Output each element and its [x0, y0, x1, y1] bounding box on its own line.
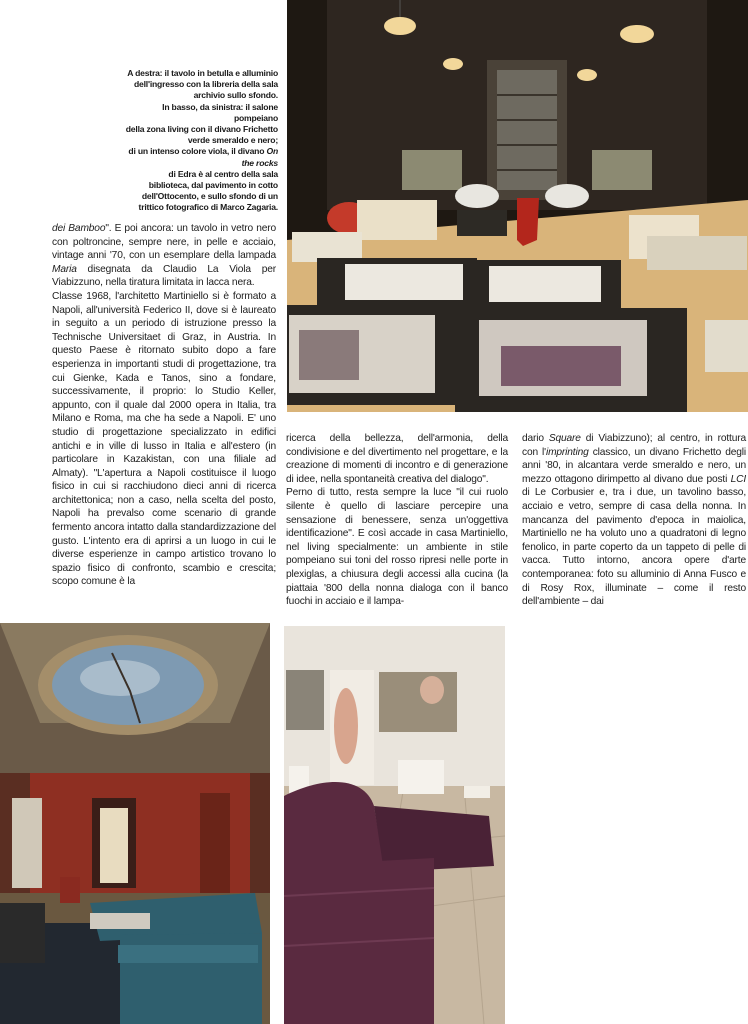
photo-pompeian-living — [0, 623, 270, 1024]
article-column-1 — [52, 222, 276, 589]
article-column-2 — [286, 432, 508, 609]
paragraph: dario Square di Viabizzuno); al centro, in rottura con l'imprinting classico, un divano Frichetto degli anni '80, in alcantara verde smeraldo e nero, un mezzo ottagono dirimpetto al divano due posti LCI di Le Corbusier e, tra i due, un tavolino basso, acciaio e vetro, sempre di casa della nonna. In mancanza del pavimento d'epoca in maiolica, Martiniello ne ha voluto uno a quadratoni di legno fenolico, in parte coperto da un tappeto di pelle di vacca. Tutto intorno, ancora opere d'arte contemporanea: foto su alluminio di Anna Fusco e di Rosy Rox, illuminate – come il resto dell'ambiente – dai — [522, 433, 746, 608]
italic-text: Square — [548, 433, 581, 444]
paragraph: dei Bamboo". E poi ancora: un tavolo in vetro nero con poltroncine, sempre nere, in pelle e acciaio, vintage anni '70, con un esemplare della lampada Maria disegnata da Claudio La Viola per Viabizzuno, nella tiratura limitata in lacca nera. — [52, 223, 276, 289]
italic-text: LCI — [730, 473, 746, 485]
caption-line: biblioteca, dal pavimento in cotto — [148, 180, 278, 191]
caption-line: dell'ingresso con la libreria della sala — [133, 79, 278, 90]
paragraph: Perno di tutto, resta sempre la luce "il cui ruolo silente è quello di lasciare percepire una sensazione di benessere, senza un'oggettiva identificazione". E così accade in casa Martiniello, nel living specialmente: un ambiente in stile pompeiano sui toni del rosso ripresi nelle porte in plexiglas, a chiusura degli accessi alla cucina (la piattaia '800 della nonna dialoga con il banco fuochi in acciaio e il lampa- — [286, 487, 508, 608]
caption-line: In basso, da sinistra: il salone pompeiano — [162, 101, 278, 123]
caption-line: verde smeraldo e nero; — [187, 135, 278, 146]
photo-entrance-table — [287, 0, 748, 412]
paragraph: Classe 1968, l'architetto Martiniello si è formato a Napoli, all'università Federico II, dove si è laureato in seguito a un periodo di istruzione presso la Technische Universitaet di Graz, in Austria. In questo Paese è ritornato subito dopo a fare esperienza in importanti studi di progettazione, tra cui Gienke, Kada e Tanos, sino a fondare, successivamente, il proprio: lo Studio Keller, appunto, con il quale dal 2000 opera in Italia, tra Milano e Roma, ma che ha sede a Napoli. E' uno studio di progettazione specializzato in edifici antichi e in ville di lusso in Italia e all'estero (in particolare in Kazakistan, con una filiale ad Almaty). "L'apertura a Napoli costituisce il luogo fisico in cui si racchiudono dieci anni di ricerca architettonica; non a caso, nella scelta del posto, Napoli ha prevalso come scenario di grande fermento ancora intatto dalla standardizzazione del gusto. L'intento era di aprirsi a un luogo in cui le diverse esperienze in campo artistico trovano lo spazio fisico di confronto, scambio e crescita; scopo comune è la — [52, 290, 276, 588]
caption-line: trittico fotografico di Marco Zagaria. — [138, 202, 278, 213]
caption-italic: On the rocks — [241, 146, 278, 168]
italic-text: Maria — [52, 263, 77, 275]
caption-line: dell'Ottocento, e sullo sfondo di un — [141, 191, 278, 202]
caption-line: A destra: il tavolo in betulla e alluminio — [127, 68, 278, 78]
caption-line: della zona living con il divano Frichetto — [125, 124, 278, 135]
caption-line: archivio sullo sfondo. — [193, 90, 278, 101]
caption-line: di Edra è al centro della sala — [168, 168, 278, 179]
photo-caption — [118, 68, 278, 214]
italic-text: dei Bamboo — [52, 223, 106, 234]
paragraph: ricerca della bellezza, dell'armonia, della condivisione e del divertimento nel progettare, e la creazione di momenti di incontro e di generazione di idee, nella spontaneità creativa del dialogo". — [286, 433, 508, 485]
photo-purple-sofa — [284, 626, 505, 1024]
caption-line: di un intenso colore viola, il divano On the rocks — [128, 146, 278, 168]
article-column-3 — [522, 432, 746, 609]
italic-text: imprinting — [545, 446, 589, 458]
